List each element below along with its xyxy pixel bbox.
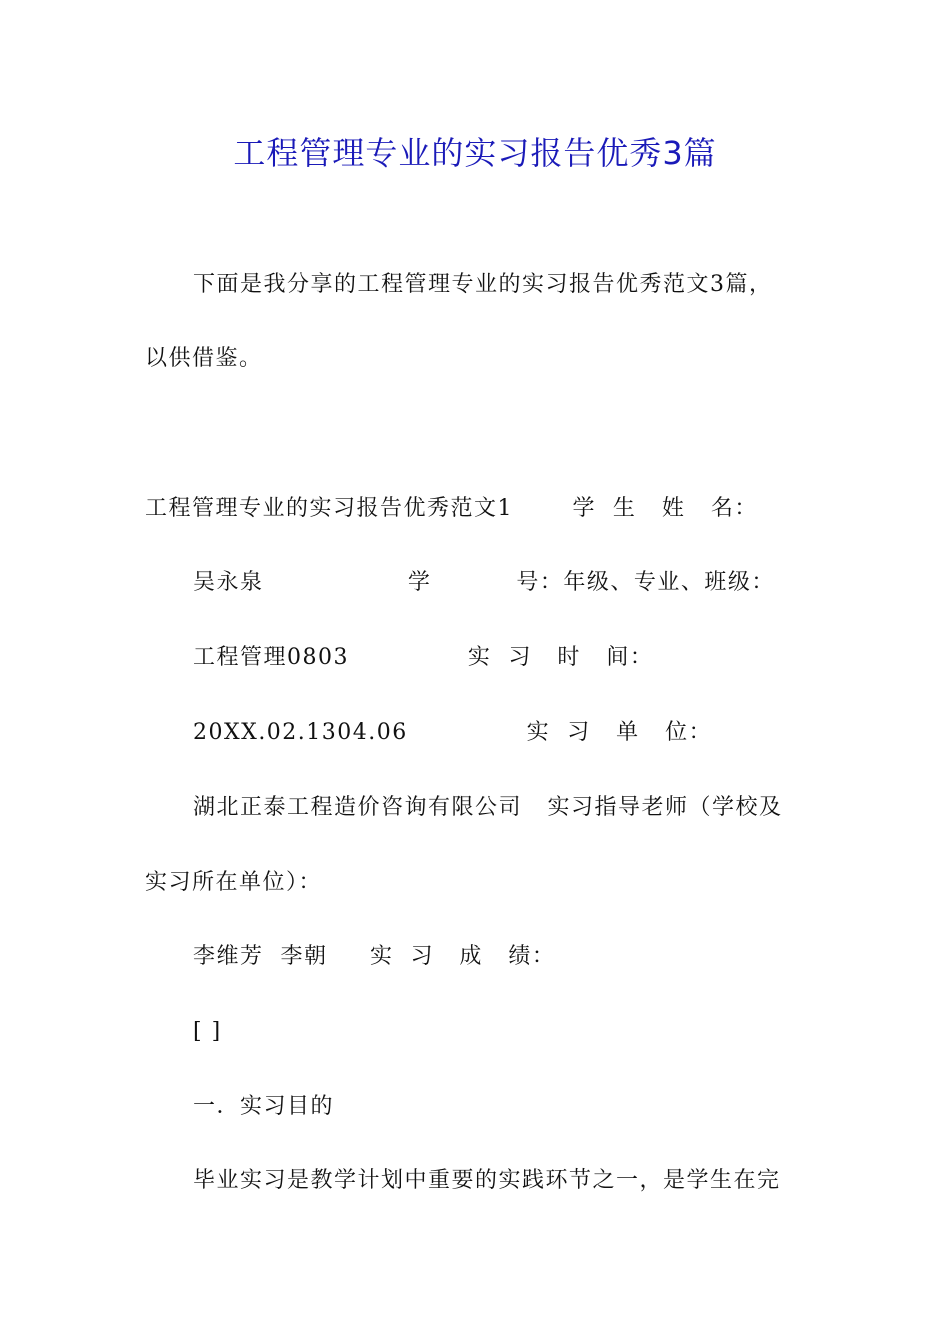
- bracket-line: [ ]: [193, 1019, 222, 1044]
- info-line-score: 李维芳 李朝 实 习 成 绩：: [193, 944, 556, 969]
- intro-line-2: 以供借鉴。: [145, 346, 263, 371]
- info-line-time: 20XX.02.1304.06 实 习 单 位：: [193, 720, 713, 745]
- info-line-supervisor: 实习所在单位）：: [145, 870, 323, 895]
- body-paragraph-line: 毕业实习是教学计划中重要的实践环节之一，是学生在完: [193, 1168, 781, 1193]
- info-line-heading: 工程管理专业的实习报告优秀范文1 学 生 姓 名：: [145, 496, 758, 521]
- info-line-class: 工程管理0803 实 习 时 间：: [193, 645, 654, 670]
- info-line-name: 吴永泉 学 号：年级、专业、班级：: [193, 570, 775, 595]
- info-line-company: 湖北正泰工程造价咨询有限公司 实习指导老师（学校及: [193, 795, 783, 820]
- section-heading: 一．实习目的: [193, 1094, 335, 1119]
- intro-line-1: 下面是我分享的工程管理专业的实习报告优秀范文3篇，: [193, 272, 773, 297]
- document-title: 工程管理专业的实习报告优秀3篇: [233, 134, 717, 172]
